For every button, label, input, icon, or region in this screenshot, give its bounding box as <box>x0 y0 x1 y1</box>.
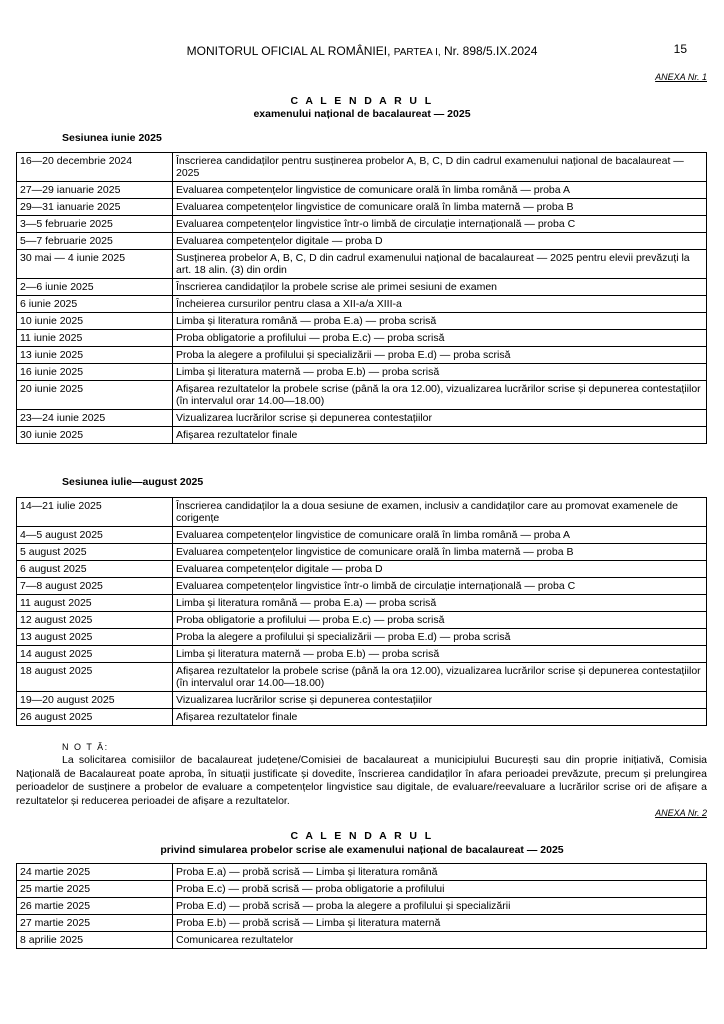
annex-1-subtitle: examenului național de bacalaureat — 2025 <box>253 108 471 120</box>
date-cell: 4—5 august 2025 <box>17 527 173 544</box>
activity-cell: Comunicarea rezultatelor <box>173 932 707 949</box>
activity-cell: Proba la alegere a profilului și specializării — proba E.d) — proba scrisă <box>173 347 707 364</box>
activity-cell: Vizualizarea lucrărilor scrise și depunerea contestațiilor <box>173 692 707 709</box>
table-row <box>17 898 707 915</box>
activity-cell: Afișarea rezultatelor finale <box>173 709 707 726</box>
table-row <box>17 561 707 578</box>
activity-cell: Evaluarea competențelor lingvistice într-o limbă de circulație internațională — proba C <box>173 578 707 595</box>
date-cell: 29—31 ianuarie 2025 <box>17 199 173 216</box>
activity-cell: Evaluarea competențelor digitale — proba D <box>173 233 707 250</box>
activity-cell: Evaluarea competențelor lingvistice de comunicare orală în limba română — proba A <box>173 182 707 199</box>
activity-cell: Înscrierea candidaților pentru susținerea probelor A, B, C, D din cadrul examenului național de bacalaureat — 2025 <box>173 153 707 182</box>
session-august-table <box>16 497 707 726</box>
date-cell: 19—20 august 2025 <box>17 692 173 709</box>
annex-2-label: ANEXA Nr. 2 <box>655 808 707 818</box>
table-row <box>17 527 707 544</box>
table-row <box>17 709 707 726</box>
table-row <box>17 427 707 444</box>
date-cell: 2—6 iunie 2025 <box>17 279 173 296</box>
activity-cell: Limba și literatura română — proba E.a) — proba scrisă <box>173 313 707 330</box>
date-cell: 6 iunie 2025 <box>17 296 173 313</box>
table-row <box>17 612 707 629</box>
activity-cell: Afișarea rezultatelor la probele scrise (până la ora 12.00), vizualizarea lucrărilor scrise și depunerea contestațiilor (în intervalul orar 14.00—18.00) <box>173 663 707 692</box>
journal-issue: Nr. 898/5.IX.2024 <box>443 44 538 58</box>
table-row <box>17 915 707 932</box>
note-label: N O T Ă: <box>62 742 109 752</box>
date-cell: 30 iunie 2025 <box>17 427 173 444</box>
date-cell: 27—29 ianuarie 2025 <box>17 182 173 199</box>
annex-1-title: C A L E N D A R U L <box>290 95 434 107</box>
table-row <box>17 233 707 250</box>
annex-2-subtitle: privind simularea probelor scrise ale examenului național de bacalaureat — 2025 <box>160 844 564 856</box>
table-row <box>17 663 707 692</box>
activity-cell: Înscrierea candidaților la probele scrise ale primei sesiuni de examen <box>173 279 707 296</box>
table-row <box>17 692 707 709</box>
table-row <box>17 578 707 595</box>
table-row <box>17 932 707 949</box>
date-cell: 16—20 decembrie 2024 <box>17 153 173 182</box>
date-cell: 3—5 februarie 2025 <box>17 216 173 233</box>
date-cell: 11 august 2025 <box>17 595 173 612</box>
date-cell: 10 iunie 2025 <box>17 313 173 330</box>
journal-part: PARTEA I, <box>393 47 441 58</box>
activity-cell: Proba E.d) — probă scrisă — proba la alegere a profilului și specializării <box>173 898 707 915</box>
table-row <box>17 646 707 663</box>
date-cell: 26 martie 2025 <box>17 898 173 915</box>
table-row <box>17 296 707 313</box>
date-cell: 18 august 2025 <box>17 663 173 692</box>
table-row <box>17 410 707 427</box>
activity-cell: Vizualizarea lucrărilor scrise și depunerea contestațiilor <box>173 410 707 427</box>
date-cell: 30 mai — 4 iunie 2025 <box>17 250 173 279</box>
activity-cell: Limba și literatura română — proba E.a) — proba scrisă <box>173 595 707 612</box>
date-cell: 11 iunie 2025 <box>17 330 173 347</box>
activity-cell: Proba E.a) — probă scrisă — Limba și literatura română <box>173 864 707 881</box>
journal-title <box>0 44 724 58</box>
date-cell: 25 martie 2025 <box>17 881 173 898</box>
page-number: 15 <box>673 42 687 56</box>
date-cell: 14 august 2025 <box>17 646 173 663</box>
date-cell: 14—21 iulie 2025 <box>17 498 173 527</box>
date-cell: 6 august 2025 <box>17 561 173 578</box>
activity-cell: Proba obligatorie a profilului — proba E.c) — proba scrisă <box>173 612 707 629</box>
activity-cell: Evaluarea competențelor lingvistice într-o limbă de circulație internațională — proba C <box>173 216 707 233</box>
activity-cell: Susținerea probelor A, B, C, D din cadrul examenului național de bacalaureat — 2025 pentru elevii prevăzuți la art. 18 alin. (3) din ordin <box>173 250 707 279</box>
activity-cell: Proba E.b) — probă scrisă — Limba și literatura maternă <box>173 915 707 932</box>
journal-name: MONITORUL OFICIAL AL ROMÂNIEI, <box>186 44 391 58</box>
activity-cell: Proba E.c) — probă scrisă — proba obligatorie a profilului <box>173 881 707 898</box>
table-row <box>17 595 707 612</box>
date-cell: 12 august 2025 <box>17 612 173 629</box>
table-row <box>17 182 707 199</box>
session-june-table <box>16 152 707 444</box>
date-cell: 5 august 2025 <box>17 544 173 561</box>
table-row <box>17 347 707 364</box>
annex-2-title: C A L E N D A R U L <box>290 830 434 842</box>
table-row <box>17 313 707 330</box>
activity-cell: Afișarea rezultatelor la probele scrise (până la ora 12.00), vizualizarea lucrărilor scrise și depunerea contestațiilor (în intervalul orar 14.00—18.00) <box>173 381 707 410</box>
activity-cell: Încheierea cursurilor pentru clasa a XII-a/a XIII-a <box>173 296 707 313</box>
activity-cell: Evaluarea competențelor digitale — proba D <box>173 561 707 578</box>
table-row <box>17 364 707 381</box>
date-cell: 5—7 februarie 2025 <box>17 233 173 250</box>
activity-cell: Evaluarea competențelor lingvistice de comunicare orală în limba maternă — proba B <box>173 199 707 216</box>
activity-cell: Evaluarea competențelor lingvistice de comunicare orală în limba română — proba A <box>173 527 707 544</box>
date-cell: 26 august 2025 <box>17 709 173 726</box>
table-row <box>17 250 707 279</box>
table-row <box>17 381 707 410</box>
activity-cell: Limba și literatura maternă — proba E.b) — proba scrisă <box>173 364 707 381</box>
date-cell: 23—24 iunie 2025 <box>17 410 173 427</box>
date-cell: 24 martie 2025 <box>17 864 173 881</box>
table-row <box>17 330 707 347</box>
table-row <box>17 498 707 527</box>
page-header <box>0 44 724 60</box>
date-cell: 20 iunie 2025 <box>17 381 173 410</box>
table-row <box>17 864 707 881</box>
note-text: La solicitarea comisiilor de bacalaureat județene/Comisiei de bacalaureat a municipiului București sau din proprie inițiativă, Comisia Națională de Bacalaureat poate aproba, în situații justificate și dovedite, înscrierea candidaților în afara perioadei prevăzute, precum și prelungirea perioadelor de susținere a probelor de evaluare a competențelor lingvistice sau digitale, de evaluare/reevaluare a lucrărilor scrise ori de afișare a rezultatelor și reducerea perioadei de afișare a rezultatelor. <box>16 754 707 807</box>
activity-cell: Limba și literatura maternă — proba E.b) — proba scrisă <box>173 646 707 663</box>
activity-cell: Înscrierea candidaților la a doua sesiune de examen, inclusiv a candidaților care au promovat examenele de corigențe <box>173 498 707 527</box>
activity-cell: Proba obligatorie a profilului — proba E.c) — proba scrisă <box>173 330 707 347</box>
activity-cell: Evaluarea competențelor lingvistice de comunicare orală în limba maternă — proba B <box>173 544 707 561</box>
activity-cell: Proba la alegere a profilului și specializării — proba E.d) — proba scrisă <box>173 629 707 646</box>
table-row <box>17 279 707 296</box>
session-august-title: Sesiunea iulie—august 2025 <box>62 476 204 488</box>
date-cell: 16 iunie 2025 <box>17 364 173 381</box>
table-row <box>17 216 707 233</box>
table-row <box>17 629 707 646</box>
activity-cell: Afișarea rezultatelor finale <box>173 427 707 444</box>
table-row <box>17 544 707 561</box>
date-cell: 13 iunie 2025 <box>17 347 173 364</box>
date-cell: 7—8 august 2025 <box>17 578 173 595</box>
session-june-title: Sesiunea iunie 2025 <box>62 132 162 144</box>
date-cell: 13 august 2025 <box>17 629 173 646</box>
date-cell: 8 aprilie 2025 <box>17 932 173 949</box>
table-row <box>17 153 707 182</box>
table-row <box>17 199 707 216</box>
annex-1-label: ANEXA Nr. 1 <box>655 72 707 82</box>
simulation-table <box>16 863 707 949</box>
table-row <box>17 881 707 898</box>
date-cell: 27 martie 2025 <box>17 915 173 932</box>
